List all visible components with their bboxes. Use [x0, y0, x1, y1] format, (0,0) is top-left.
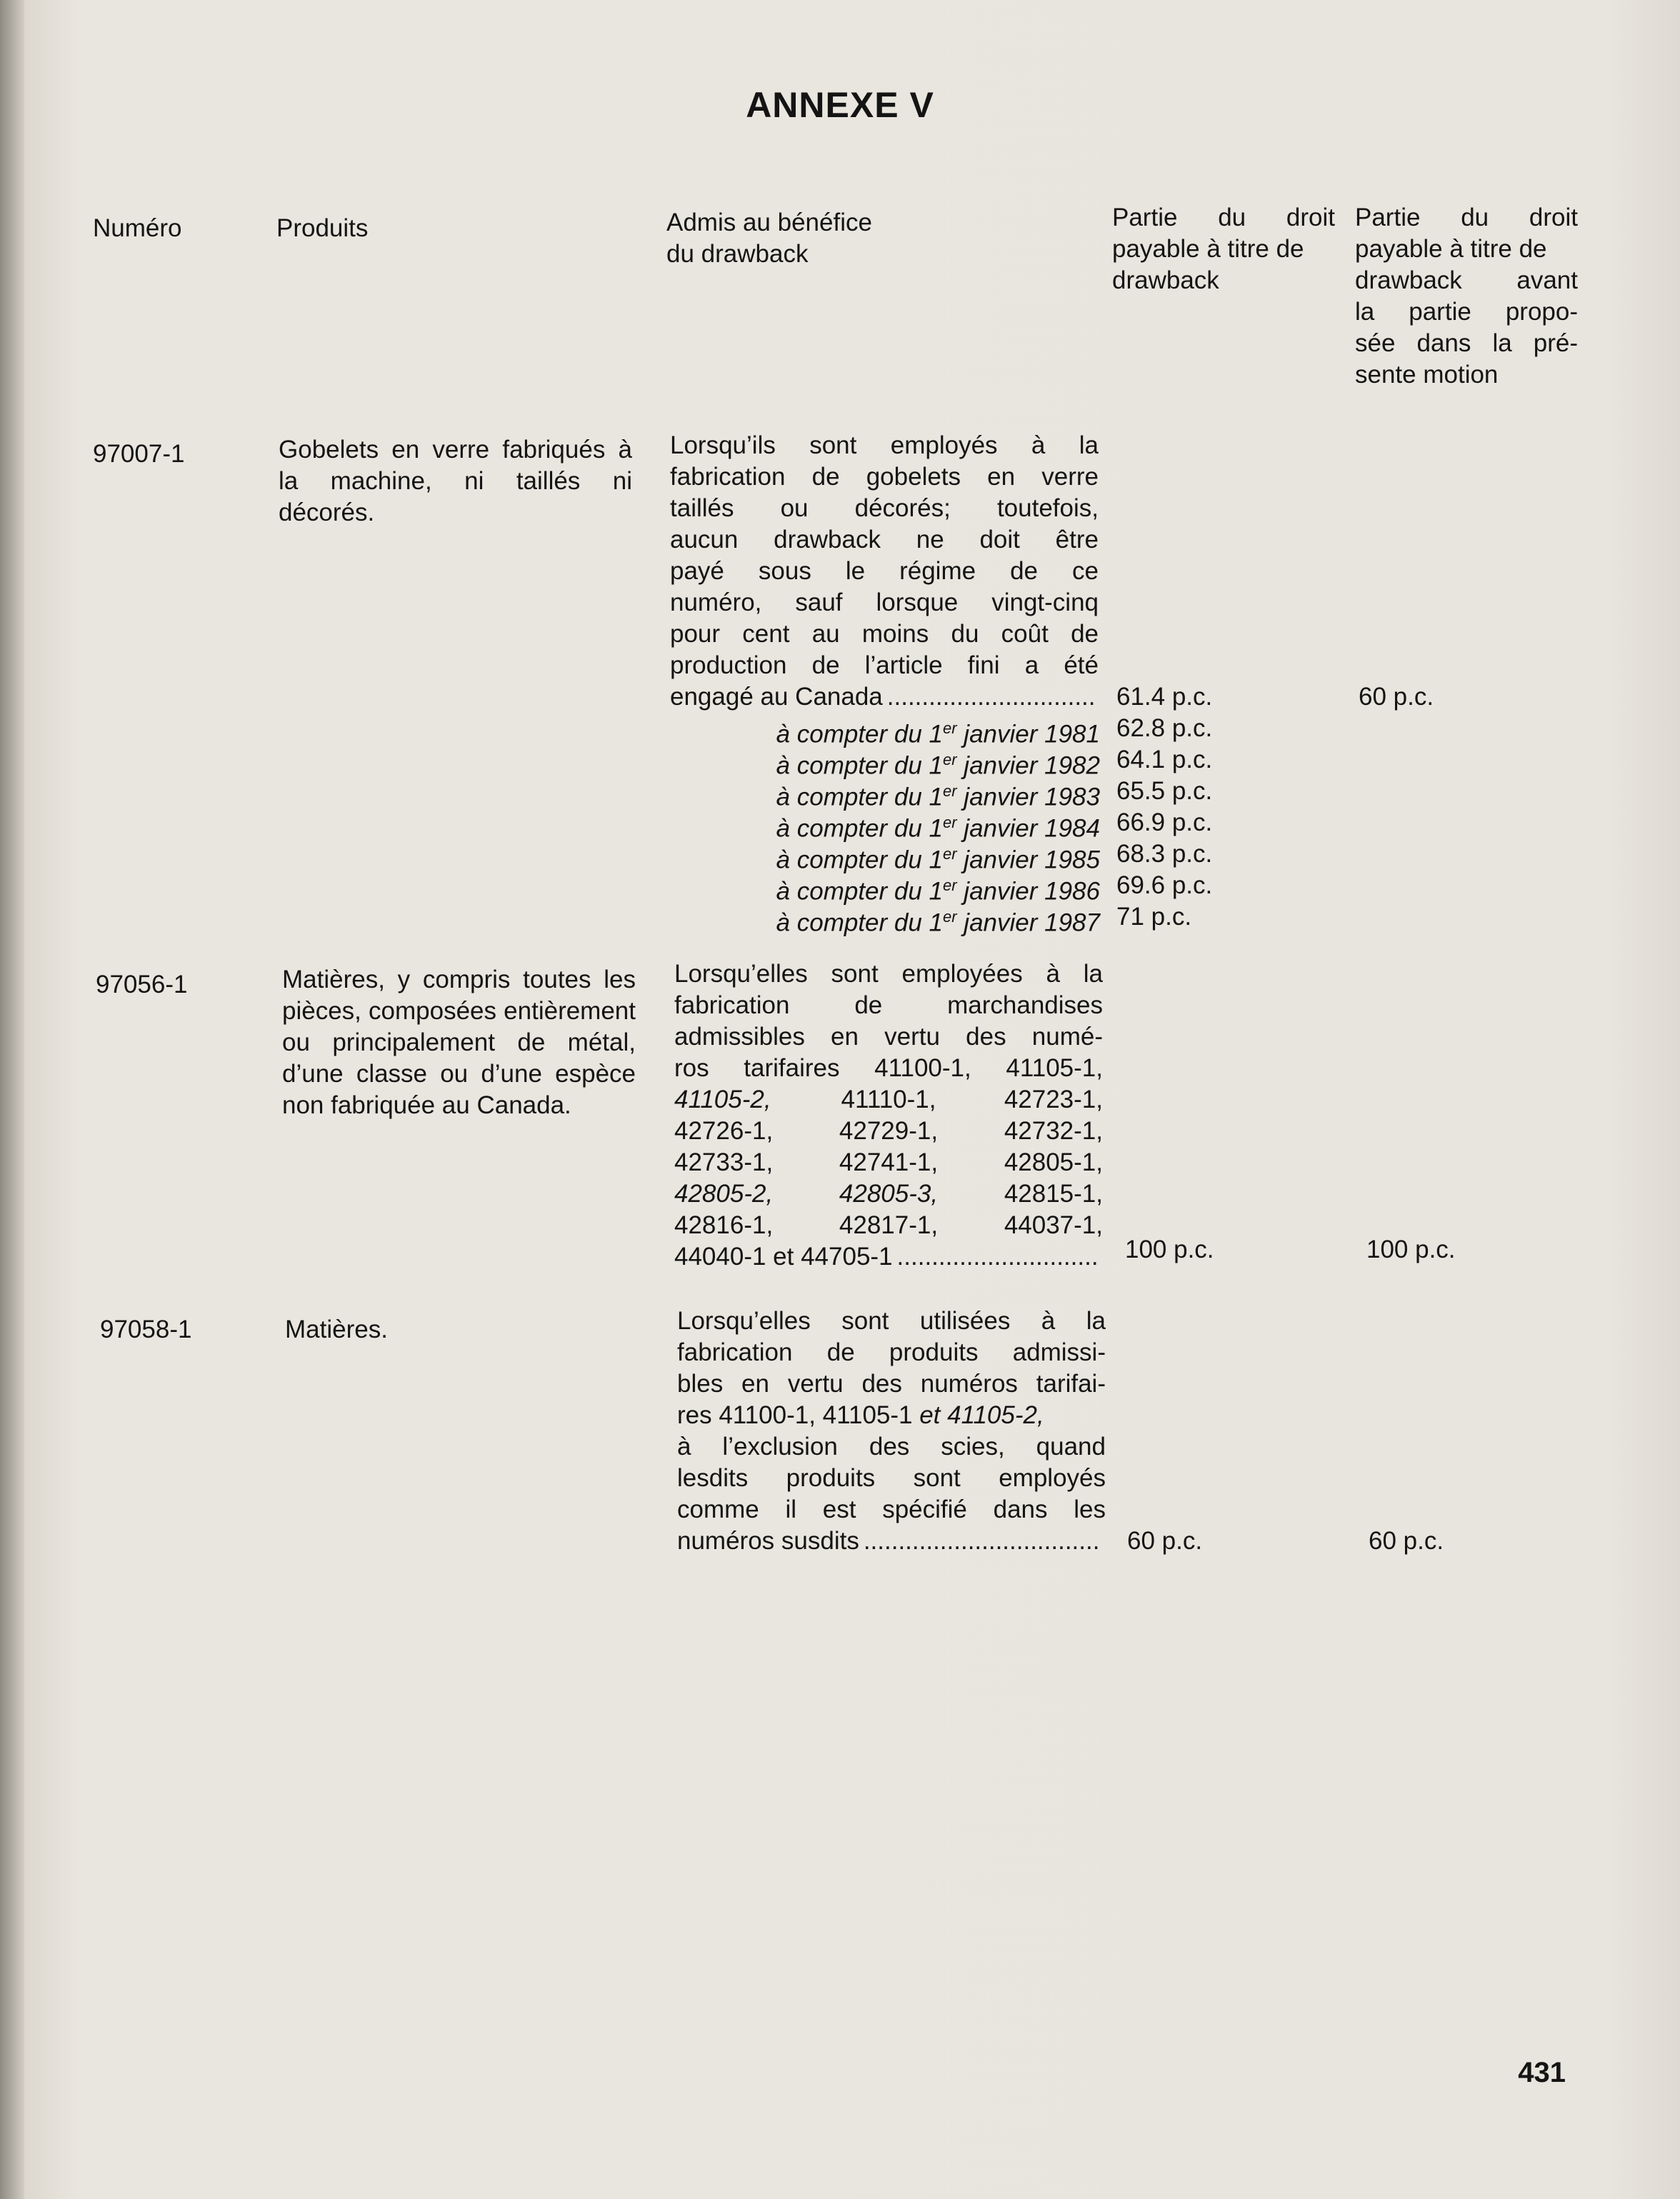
row-2-rate-avant: 100 p.c.: [1366, 1236, 1456, 1263]
row-1-schedule-labels: [686, 713, 1100, 937]
row-2-numero: 97056-1: [96, 971, 188, 998]
row-1-produits: Gobelets en verre fabriqués à la machine, ni taillés ni décorés.: [279, 436, 632, 526]
schedule-label: à compter du 1er janvier 1985: [776, 845, 1100, 874]
header-produits: Produits: [276, 214, 369, 242]
tariff-number: 44037-1,: [1004, 1211, 1103, 1239]
row-2-produits: Matières, y compris toutes les pièces, composées entièrement ou principalement de métal, d’une classe ou d’une espèce non fabriquée au Canada.: [282, 966, 636, 1119]
row-2-rate: 100 p.c.: [1125, 1236, 1214, 1263]
row-1-rate: 61.4 p.c.: [1116, 683, 1213, 711]
tariff-number: 42733-1,: [674, 1148, 774, 1176]
schedule-label: à compter du 1er janvier 1981: [776, 719, 1100, 748]
schedule-rate: 68.3 p.c.: [1116, 840, 1213, 868]
schedule-rate: 69.6 p.c.: [1116, 871, 1213, 899]
schedule-rate: 66.9 p.c.: [1116, 808, 1213, 836]
row-1-rate-avant: 60 p.c.: [1359, 683, 1434, 711]
tariff-number: 42805-3,: [839, 1180, 939, 1208]
schedule-rate: 65.5 p.c.: [1116, 777, 1213, 805]
page-binding-shadow: [0, 0, 24, 2199]
row-3-numero: 97058-1: [100, 1316, 192, 1343]
row-1-admis: Lorsqu’ils sont employés à la fabrication de gobelets en verre taillés ou décorés; toutefois, aucun drawback ne doit être payé sous le régime de ce numéro, sauf lorsque vingt-cinq pour cent au moins du coût de production de l’article fini a été engagé au Canada .....: [670, 430, 1099, 713]
tariff-number: 42726-1,: [674, 1117, 774, 1145]
tariff-number: 42805-1,: [1004, 1148, 1103, 1176]
tariff-number: 42729-1,: [839, 1117, 939, 1145]
tariff-number: 42817-1,: [839, 1211, 939, 1239]
schedule-label: à compter du 1er janvier 1982: [776, 751, 1100, 780]
row-3-rate: 60 p.c.: [1127, 1527, 1203, 1555]
row-3-produits: Matières.: [285, 1316, 388, 1343]
row-3-rate-avant: 60 p.c.: [1369, 1527, 1444, 1555]
tariff-number: 42805-2,: [674, 1180, 774, 1208]
header-admis: Admis au bénéfice du drawback: [666, 209, 872, 268]
schedule-label: à compter du 1er janvier 1986: [776, 876, 1100, 906]
schedule-label: à compter du 1er janvier 1987: [776, 908, 1100, 937]
tariff-number: 42815-1,: [1004, 1180, 1103, 1208]
tariff-number: 42732-1,: [1004, 1117, 1103, 1145]
row-1-numero: 97007-1: [93, 440, 185, 468]
header-partie-droit: Partie du droit payable à titre de drawback: [1112, 204, 1335, 294]
tariff-number: 41110-1,: [841, 1086, 936, 1113]
tariff-number: 42723-1,: [1004, 1086, 1103, 1113]
header-partie-droit-avant: Partie du droit payable à titre de drawback avant la partie propo- sée dans la pré- sente motion: [1355, 204, 1578, 389]
tariff-number: 41105-2,: [674, 1086, 771, 1113]
schedule-rate: 62.8 p.c.: [1116, 714, 1213, 742]
row-3-admis: Lorsqu’elles sont utilisées à la fabrication de produits admissi- bles en vertu des numéros tarifai- res 41100-1, 41105-1 et 41105-2, à l’exclusion des scies, quand lesdits produits sont employés comme il est spécifié dans les numéros susdits .....: [677, 1306, 1106, 1557]
page-title: ANNEXE V: [746, 85, 934, 125]
page-number: 431: [1518, 2057, 1566, 2088]
tariff-number: 42816-1,: [674, 1211, 774, 1239]
leader-dots: [864, 1526, 1101, 1557]
schedule-label: à compter du 1er janvier 1984: [776, 813, 1100, 843]
schedule-label: à compter du 1er janvier 1983: [776, 782, 1100, 811]
row-2-admis: Lorsqu’elles sont employées à la fabrication de marchandises admissibles en vertu des numé- ros tarifaires 41100-1, 41105-1, 41105-2, 41110-1, 42723-1, 42726-1, 42729-1, 42732-1, 42733-1, 42741-1, 42805-1, 42805-2, 42805-3, 42815-1, 42816-1, 42817-1, 44037-1, 44040-1 et 44705-1 .....: [674, 958, 1103, 1273]
tariff-number: 42741-1,: [839, 1148, 939, 1176]
leader-dots: [887, 681, 1094, 713]
row-1-schedule-rates: [1116, 713, 1212, 933]
schedule-rate: 64.1 p.c.: [1116, 746, 1213, 773]
tariff-list: [674, 1084, 1103, 1241]
header-numero: Numéro: [93, 214, 182, 242]
schedule-rate: 71 p.c.: [1116, 903, 1192, 931]
leader-dots: [897, 1241, 1099, 1273]
